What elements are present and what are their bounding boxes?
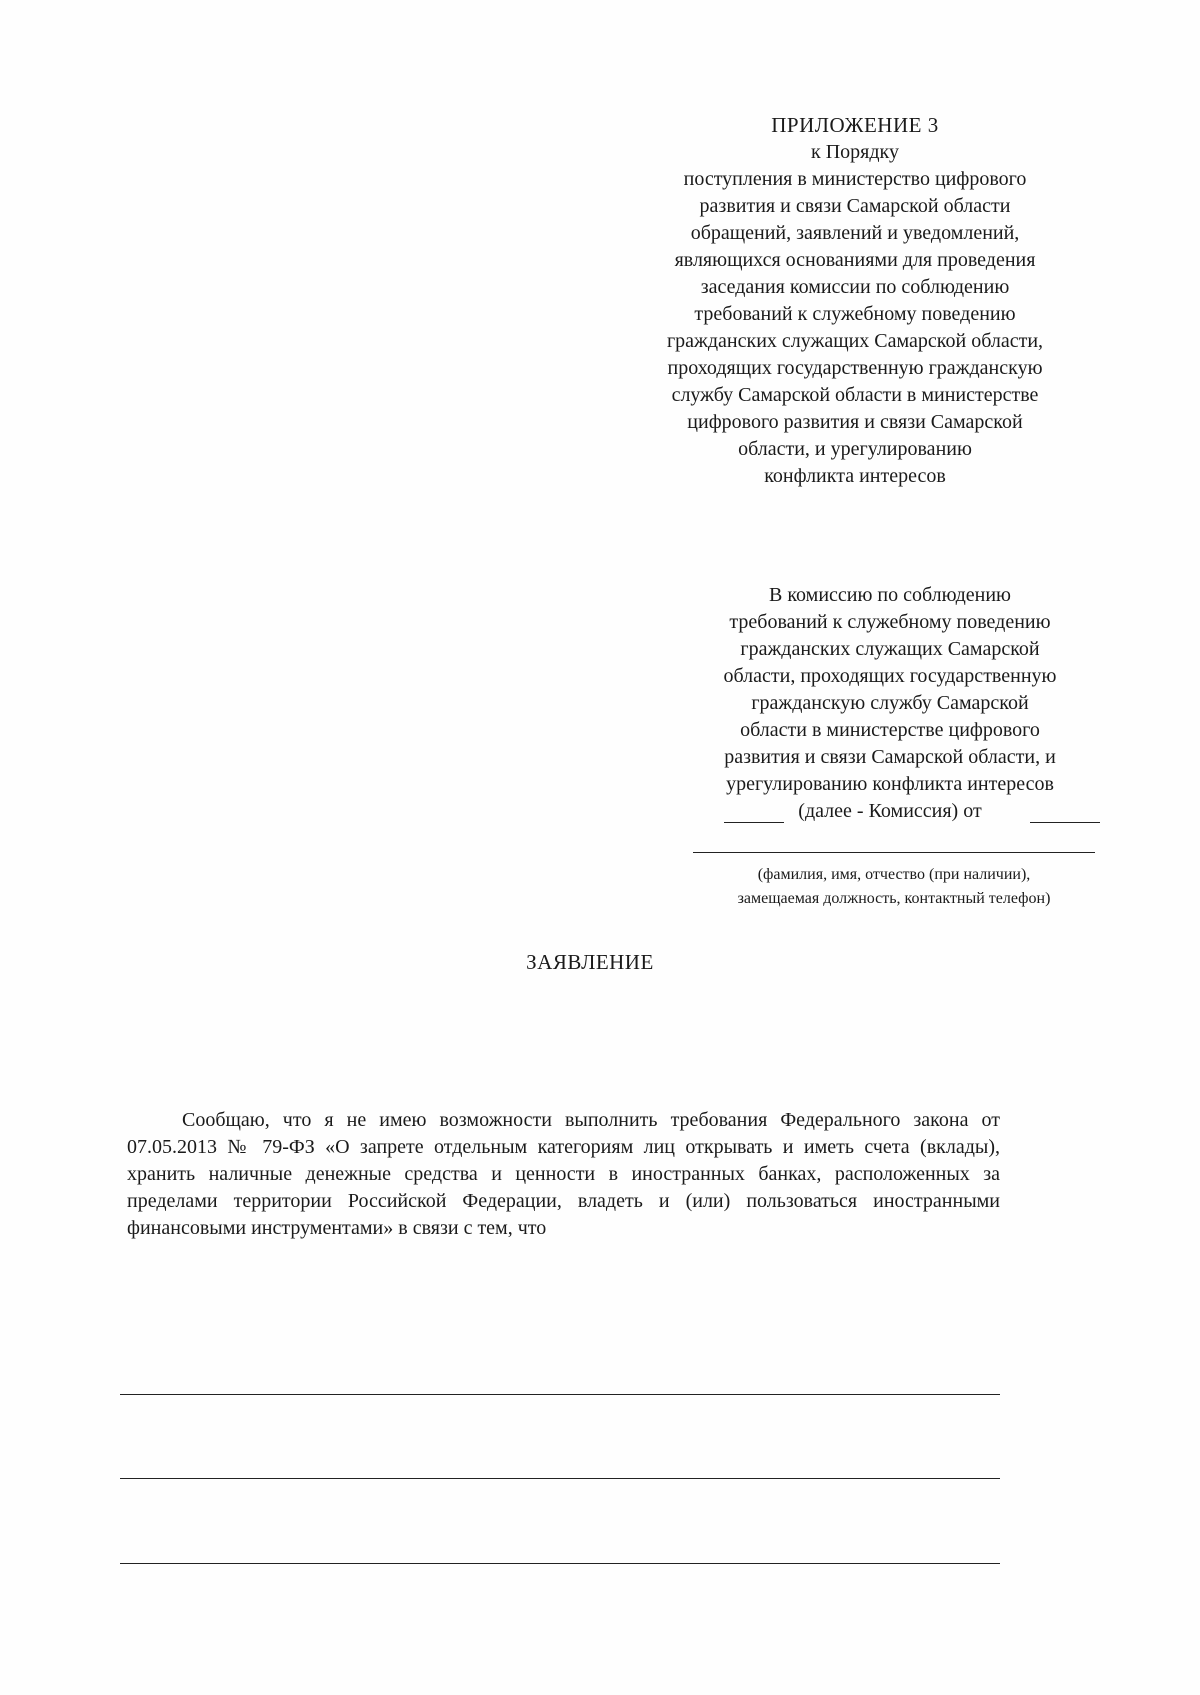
caption-line: замещаемая должность, контактный телефон) <box>737 890 1051 907</box>
appendix-line: цифрового развития и связи Самарской <box>687 411 1023 433</box>
appendix-line: обращений, заявлений и уведомлений, <box>690 222 1020 244</box>
addressee-line: требований к служебному поведению <box>729 611 1051 633</box>
from-line <box>680 798 1100 825</box>
statement-paragraph: Сообщаю, что я не имею возможности выполнить требования Федерального закона от 07.05.2013 № 79-ФЗ «О запрете отдельным категориям лиц открывать и иметь счета (вклады), хранить наличные денежные средства и ценности в иностранных банках, расположенных за пределами территории Российской Федерации, владеть и (или) пользоваться иностранными финансовыми инструментами» в связи с тем, что <box>127 1109 1000 1239</box>
appendix-block <box>615 112 1095 490</box>
appendix-line: поступления в министерство цифрового <box>683 168 1027 190</box>
appendix-line: гражданских служащих Самарской области, <box>666 330 1044 352</box>
addressee-block <box>680 582 1100 825</box>
appendix-line: конфликта интересов <box>764 465 946 487</box>
appendix-line: области, и урегулированию <box>738 438 972 460</box>
from-underline-left <box>724 822 784 823</box>
addressee-line: гражданских служащих Самарской <box>740 638 1040 660</box>
caption-line: (фамилия, имя, отчество (при наличии), <box>757 866 1031 883</box>
statement-body <box>127 1107 1000 1242</box>
addressee-line: области в министерстве цифрового <box>740 719 1040 741</box>
from-line-text: (далее - Комиссия) от <box>798 800 982 822</box>
reason-fill-line <box>120 1394 1000 1395</box>
applicant-fill-line <box>693 852 1095 853</box>
appendix-line: службу Самарской области в министерстве <box>671 384 1039 406</box>
addressee-line: развития и связи Самарской области, и <box>724 746 1056 768</box>
addressee-line: гражданскую службу Самарской <box>751 692 1029 714</box>
appendix-line: являющихся основаниями для проведения <box>674 249 1036 271</box>
appendix-line: развития и связи Самарской области <box>699 195 1011 217</box>
appendix-line: проходящих государственную гражданскую <box>667 357 1043 379</box>
from-underline-right <box>1030 822 1100 823</box>
addressee-line: В комиссию по соблюдению <box>769 584 1011 606</box>
addressee-line: области, проходящих государственную <box>723 665 1057 687</box>
appendix-line: заседания комиссии по соблюдению <box>700 276 1010 298</box>
appendix-line: к Порядку <box>811 141 899 163</box>
applicant-caption <box>693 863 1095 911</box>
addressee-line: урегулированию конфликта интересов <box>726 773 1054 795</box>
document-heading: ЗАЯВЛЕНИЕ <box>526 950 654 974</box>
reason-fill-line <box>120 1563 1000 1564</box>
appendix-title: ПРИЛОЖЕНИЕ 3 <box>771 113 939 137</box>
reason-fill-line <box>120 1478 1000 1479</box>
appendix-line: требований к служебному поведению <box>694 303 1016 325</box>
